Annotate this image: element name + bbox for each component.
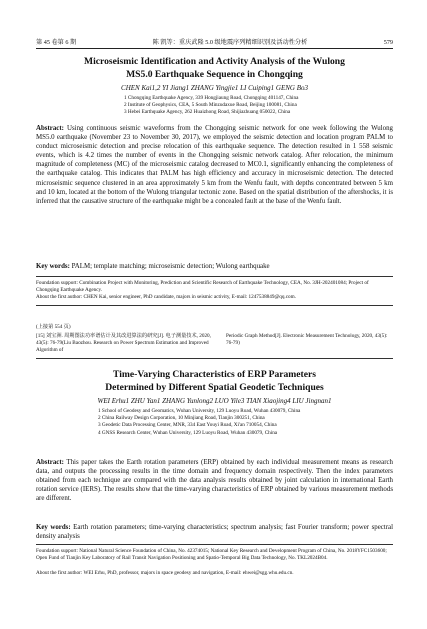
article1-title xyxy=(36,55,393,81)
continued-label: (上接第 554 页) xyxy=(36,324,71,330)
article1-about-author: About the first author: CHEN Kai, senior engineer, PhD candidate, majors in seismic activity, E-mail: 1247538849@qq.com. xyxy=(36,294,296,300)
affiliation: 4 GNSS Research Center, Wuhan University, 129 Luoyu Road, Wuhan 430079, China xyxy=(98,429,278,436)
article1-foundation: Foundation support: Combination Project with Monitoring, Prediction and Scientific Research of Earthquake Technology, CEA, No. 3JH-202401084; Project of Chongqing Earthquake Agency. xyxy=(36,280,369,293)
page-number: 579 xyxy=(383,39,393,46)
article2-about-author: About the first author: WEI Erhu, PhD, professor, majors in space geodesy and navigation, E-mail: ehwei@sgg.whu.edu.cn. xyxy=(36,570,294,576)
reference-left: [15] 刘宝洲. 周期图法功率谱估计及其改进算法的研究[J]. 电子测量技术, 2020, 43(5): 76-79(Liu Baozhou. Research on Power Spectrum Estimation and Improved Algorithm of xyxy=(36,333,211,353)
affiliation: 1 Chongqing Earthquake Agency, 339 Hongjiaung Road, Chongqing 401147, China xyxy=(124,95,299,101)
running-header xyxy=(36,34,393,49)
affiliation: 3 Hebei Earthquake Agency, 262 Huaizhong Road, Shijiazhuang 050022, China xyxy=(124,109,291,116)
article1-keywords xyxy=(36,262,393,271)
keywords-text: PALM; template matching; microseismic detection; Wulong earthquake xyxy=(71,263,270,270)
article2-authors: WEI Erhu1 ZHU Yan1 ZHANG Yunlong2 LUO Yile3 TIAN Xiaojing4 LIU Jingnan1 xyxy=(97,397,332,405)
abstract-text: Using continuous seismic waveforms from the Chongqing seismic network for one week following the Wulong MS5.0 earthquake (November 23 to November 30, 2017), we employed the seismic detection and location program PALM to conduct microseismic detection and precise relocation of this earthquake sequence. The detection resulted in 1 558 seismic events, which is 4.2 times the number of events in the Chongqing seismic network catalog. After relocation, the minimum magnitude of completeness (MC) of the microseismic catalog decreased to MC0.1, significantly enhancing the completeness of the earthquake catalog. This indicates that PALM has high efficiency and accuracy in microseismic detection. The detected microseismic sequence clustered in an area approximately 5 km from the Wenfu fault, with depths concentrated between 5 km and 10 km, located at the bottom of the Wulong triangular tectonic zone. Based on the spatial distribution of the aftershocks, it is inferred that the causative structure of the earthquake might be a concealed fault at the base of the Wenfu fault. xyxy=(36,125,393,205)
article1-authors: CHEN Kai1,2 YI Jiang1 ZHANG Yingjie1 LI Cuiping1 GENG Bo3 xyxy=(121,84,308,92)
article1-title-line1: Microseismic Identification and Activity Analysis of the Wulong xyxy=(84,56,345,67)
article1-title-line2: MS5.0 Earthquake Sequence in Chongqing xyxy=(126,69,303,80)
abstract-label: Abstract: xyxy=(36,459,64,466)
divider xyxy=(36,358,393,359)
running-title: 陈 凯等：重庆武隆 5.0 级地震序列精细识别及活动性分析 xyxy=(152,39,308,46)
abstract-label: Abstract: xyxy=(36,125,64,132)
divider xyxy=(36,544,393,545)
article2-affiliations xyxy=(36,408,393,437)
article2-title-line2: Determined by Different Spatial Geodetic Techniques xyxy=(105,382,324,393)
divider xyxy=(36,305,393,306)
affiliation: 3 Geodetic Data Processing Center, MNR, 334 East Youyi Road, Xi'an 710054, China xyxy=(98,422,277,429)
article1-affiliations xyxy=(36,95,393,117)
article2-title-line1: Time-Varying Characteristics of ERP Parameters xyxy=(112,369,317,380)
abstract-text: This paper takes the Earth rotation parameters (ERP) obtained by each individual measurement means as research data, and outputs the processing results in the time domain and frequency domain respectively. Then the index parameters obtained from each technique are compared with the data analysis results obtained by joint calculation in international Earth rotation service (IERS). The results show that the time-varying characteristics of ERP obtained by various measurement methods are different. xyxy=(36,459,393,503)
article2-title xyxy=(36,368,393,394)
affiliation: 2 Institute of Geophysics, CEA, 5 South Minzudaxue Road, Beijing 100081, China xyxy=(124,102,297,109)
article2-foundation: Foundation support: National Natural Science Foundation of China, No. 42374015; National Key Research and Development Program of China, No. 2018YFC1503600; Open Fund of Tianjin Key Laboratory of Rail Transit Navigation Positioning and Spatio-Temporal Big Data Technology, No. TKL2024B04. xyxy=(36,548,387,561)
affiliation: 1 School of Geodesy and Geomatics, Wuhan University, 129 Luoyu Road, Wuhan 430079, China xyxy=(98,408,301,414)
keywords-label: Key words: xyxy=(36,524,71,531)
affiliation: 2 China Railway Design Corporation, 10 Minjiang Road, Tianjin 300251, China xyxy=(98,415,265,422)
volume-issue: 第 45 卷第 6 期 xyxy=(36,39,77,46)
article2-abstract xyxy=(36,458,393,503)
keywords-text: Earth rotation parameters; time-varying characteristics; spectrum analysis; fast Fourier transform; power spectral density analysis xyxy=(36,524,393,541)
article1-abstract xyxy=(36,124,393,206)
continued-reference xyxy=(36,333,393,354)
divider xyxy=(36,276,393,277)
keywords-label: Key words: xyxy=(36,263,70,270)
reference-right: Periodic Graph Method[J]. Electronic Measurement Technology, 2020, 43(5): 76-79) xyxy=(226,333,388,346)
article2-keywords xyxy=(36,523,393,541)
